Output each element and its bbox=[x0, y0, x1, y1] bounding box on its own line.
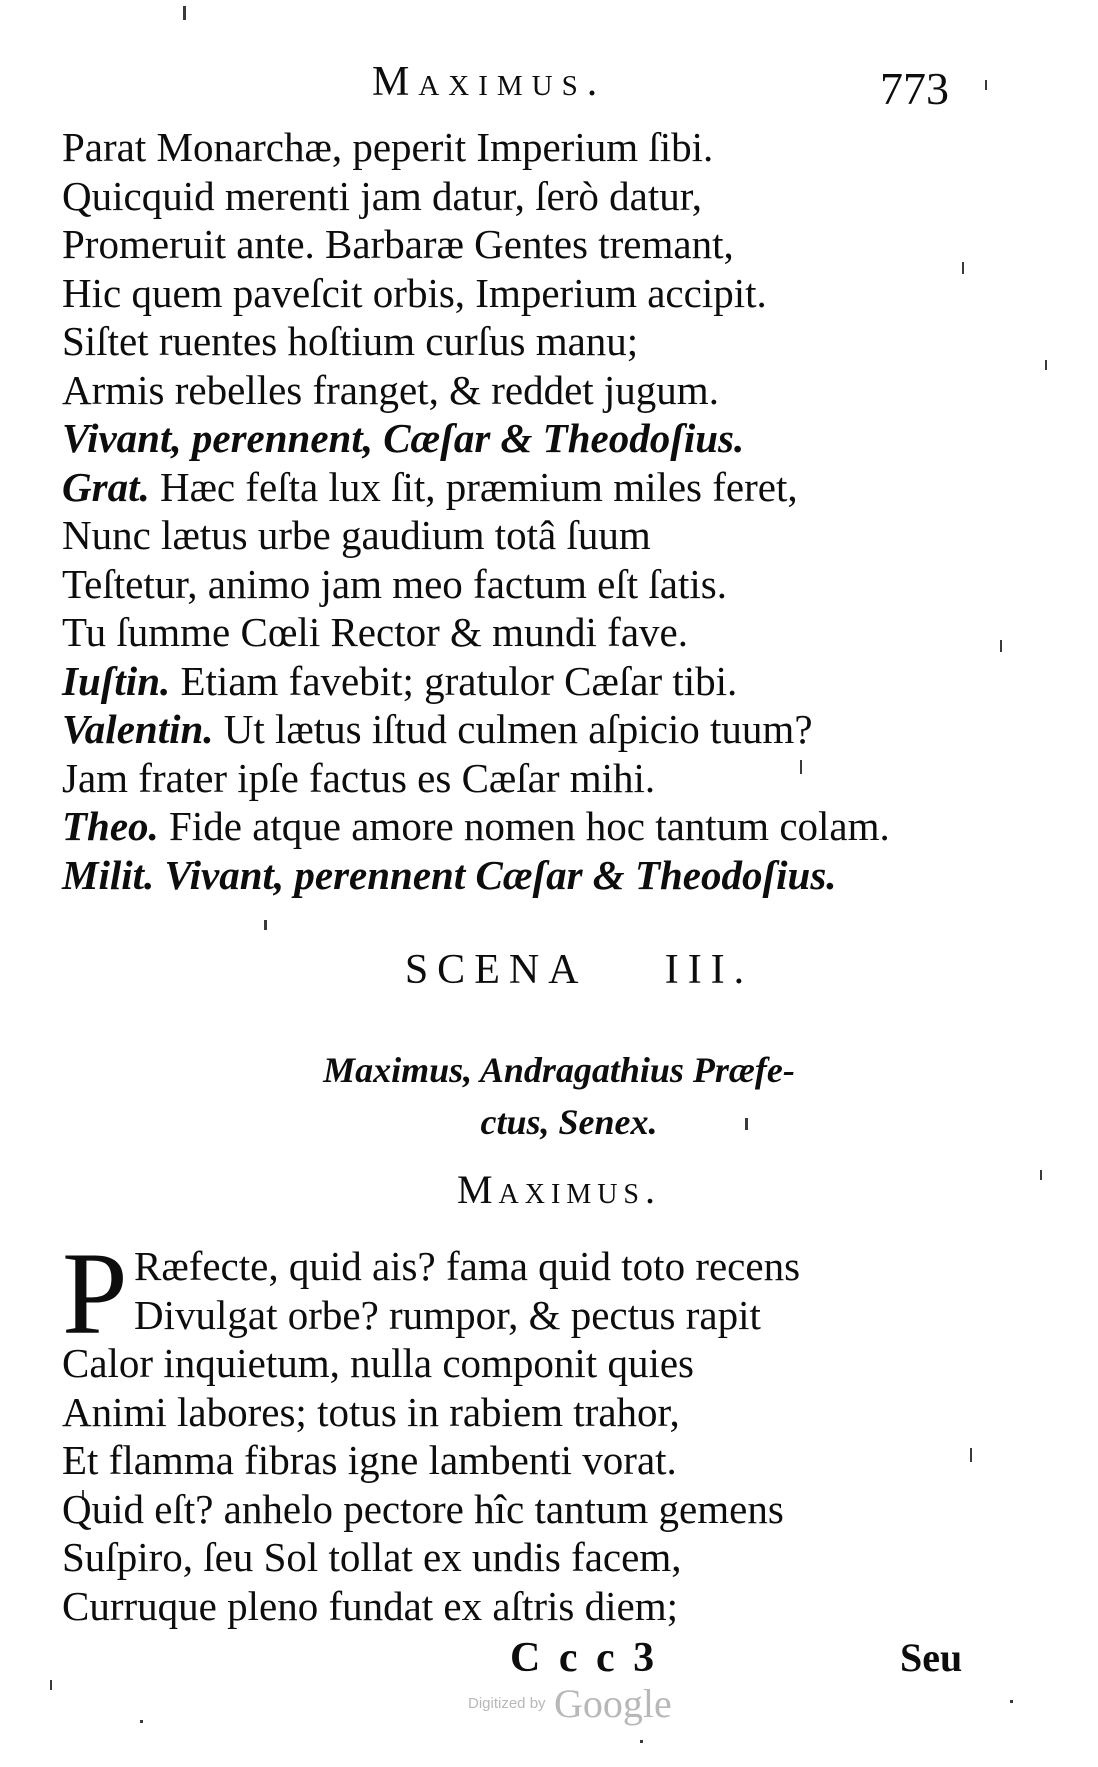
verse-text: Fide atque amore nomen hoc tantum colam. bbox=[169, 803, 890, 849]
verse-text: Parat Monarchæ, peperit Imperium ſibi. bbox=[62, 124, 714, 170]
watermark-brand: Google bbox=[554, 1681, 672, 1726]
speech-line: Quid eſt? anhelo pectore hîc tantum gemens bbox=[62, 1485, 784, 1532]
watermark-prefix: Digitized by bbox=[468, 1695, 546, 1712]
speech-line: Suſpiro, ſeu Sol tollat ex undis facem, bbox=[62, 1534, 682, 1580]
verse-line bbox=[62, 172, 1022, 221]
verse-line bbox=[62, 366, 1022, 415]
speech-block bbox=[62, 1228, 1022, 1630]
verse-text: Hic quem paveſcit orbis, Imperium accipit. bbox=[62, 269, 767, 316]
verse-line-acclamation bbox=[62, 414, 1022, 463]
speaker-tag: Theo. bbox=[62, 803, 159, 849]
verse-text: Jam frater ipſe factus es Cæſar mihi. bbox=[62, 754, 656, 801]
signature-mark: C c c 3 bbox=[510, 1635, 659, 1681]
verse-line bbox=[62, 657, 1022, 706]
verse-text: Ut lætus iſtud culmen aſpicio tuum? bbox=[223, 706, 813, 752]
verse-line bbox=[62, 705, 1022, 754]
catchword: Seu bbox=[900, 1635, 963, 1680]
verse-text: Vivant, perennent, Cæſar & Theodoſius. bbox=[62, 415, 745, 461]
verse-text: Teſtetur, animo jam meo factum eſt ſatis. bbox=[62, 560, 727, 607]
verse-line bbox=[62, 802, 1022, 851]
dramatis-personae bbox=[0, 1044, 1098, 1148]
speech-line: Ræfecte, quid ais? fama quid toto recens bbox=[134, 1243, 801, 1289]
verse-text: Promeruit ante. Barbaræ Gentes tremant, bbox=[62, 221, 734, 267]
verse-text: Hæc feſta lux ſit, præmium miles feret, bbox=[159, 463, 798, 510]
speaker-tag: Iuſtin. bbox=[62, 657, 171, 704]
running-head bbox=[0, 58, 1098, 118]
speaker-tag: Milit. bbox=[62, 851, 155, 898]
verse-line bbox=[62, 269, 1022, 318]
running-title: Maximus. bbox=[372, 59, 607, 105]
verse-text: Etiam favebit; gratulor Cæſar tibi. bbox=[180, 657, 738, 704]
verse-line-acclamation bbox=[62, 851, 1022, 900]
speech-line: Curruque pleno fundat ex aſtris diem; bbox=[62, 1582, 678, 1629]
characters-line: Maximus, Andragathius Præfe- bbox=[323, 1050, 795, 1090]
verse-line bbox=[62, 560, 1022, 609]
verse-text: Nunc lætus urbe gaudium totâ ſuum bbox=[62, 512, 651, 558]
verse-line bbox=[62, 317, 1022, 366]
speech-line: Calor inquietum, nulla componit quies bbox=[62, 1340, 694, 1386]
speaker-heading bbox=[0, 1166, 1098, 1213]
speech-line: Et flamma fibras igne lambenti vorat. bbox=[62, 1437, 677, 1483]
characters-line: ctus, Senex. bbox=[480, 1102, 658, 1142]
scene-number: III. bbox=[664, 947, 754, 993]
drop-cap: P bbox=[62, 1228, 128, 1359]
speech-line: Divulgat orbe? rumpor, & pectus rapit bbox=[134, 1291, 761, 1338]
verse-line bbox=[62, 608, 1022, 657]
speaker-tag: Valentin. bbox=[62, 706, 214, 752]
verse-text: Siſtet ruentes hoſtium curſus manu; bbox=[62, 318, 639, 364]
verse-line bbox=[62, 463, 1022, 512]
speaker-heading-name: Maximus. bbox=[456, 1167, 662, 1212]
scene-label: SCENA bbox=[404, 947, 586, 993]
verse-line bbox=[62, 511, 1022, 560]
verse-text: Vivant, perennent Cæſar & Theodoſius. bbox=[164, 851, 837, 898]
verse-text: Tu ſumme Cœli Rector & mundi fave. bbox=[62, 609, 688, 655]
verse-line bbox=[62, 754, 1022, 803]
digitization-watermark bbox=[468, 1680, 672, 1727]
verse-line bbox=[62, 220, 1022, 269]
speaker-tag: Grat. bbox=[62, 463, 150, 510]
speech-line: Animi labores; totus in rabiem trahor, bbox=[62, 1388, 680, 1435]
page-number: 773 bbox=[880, 63, 949, 114]
scene-heading bbox=[0, 946, 1098, 994]
verse-block bbox=[62, 123, 1022, 899]
verse-text: Armis rebelles franget, & reddet jugum. bbox=[62, 366, 719, 413]
verse-line bbox=[62, 123, 1022, 172]
verse-text: Quicquid merenti jam datur, ſerò datur, bbox=[62, 172, 702, 219]
